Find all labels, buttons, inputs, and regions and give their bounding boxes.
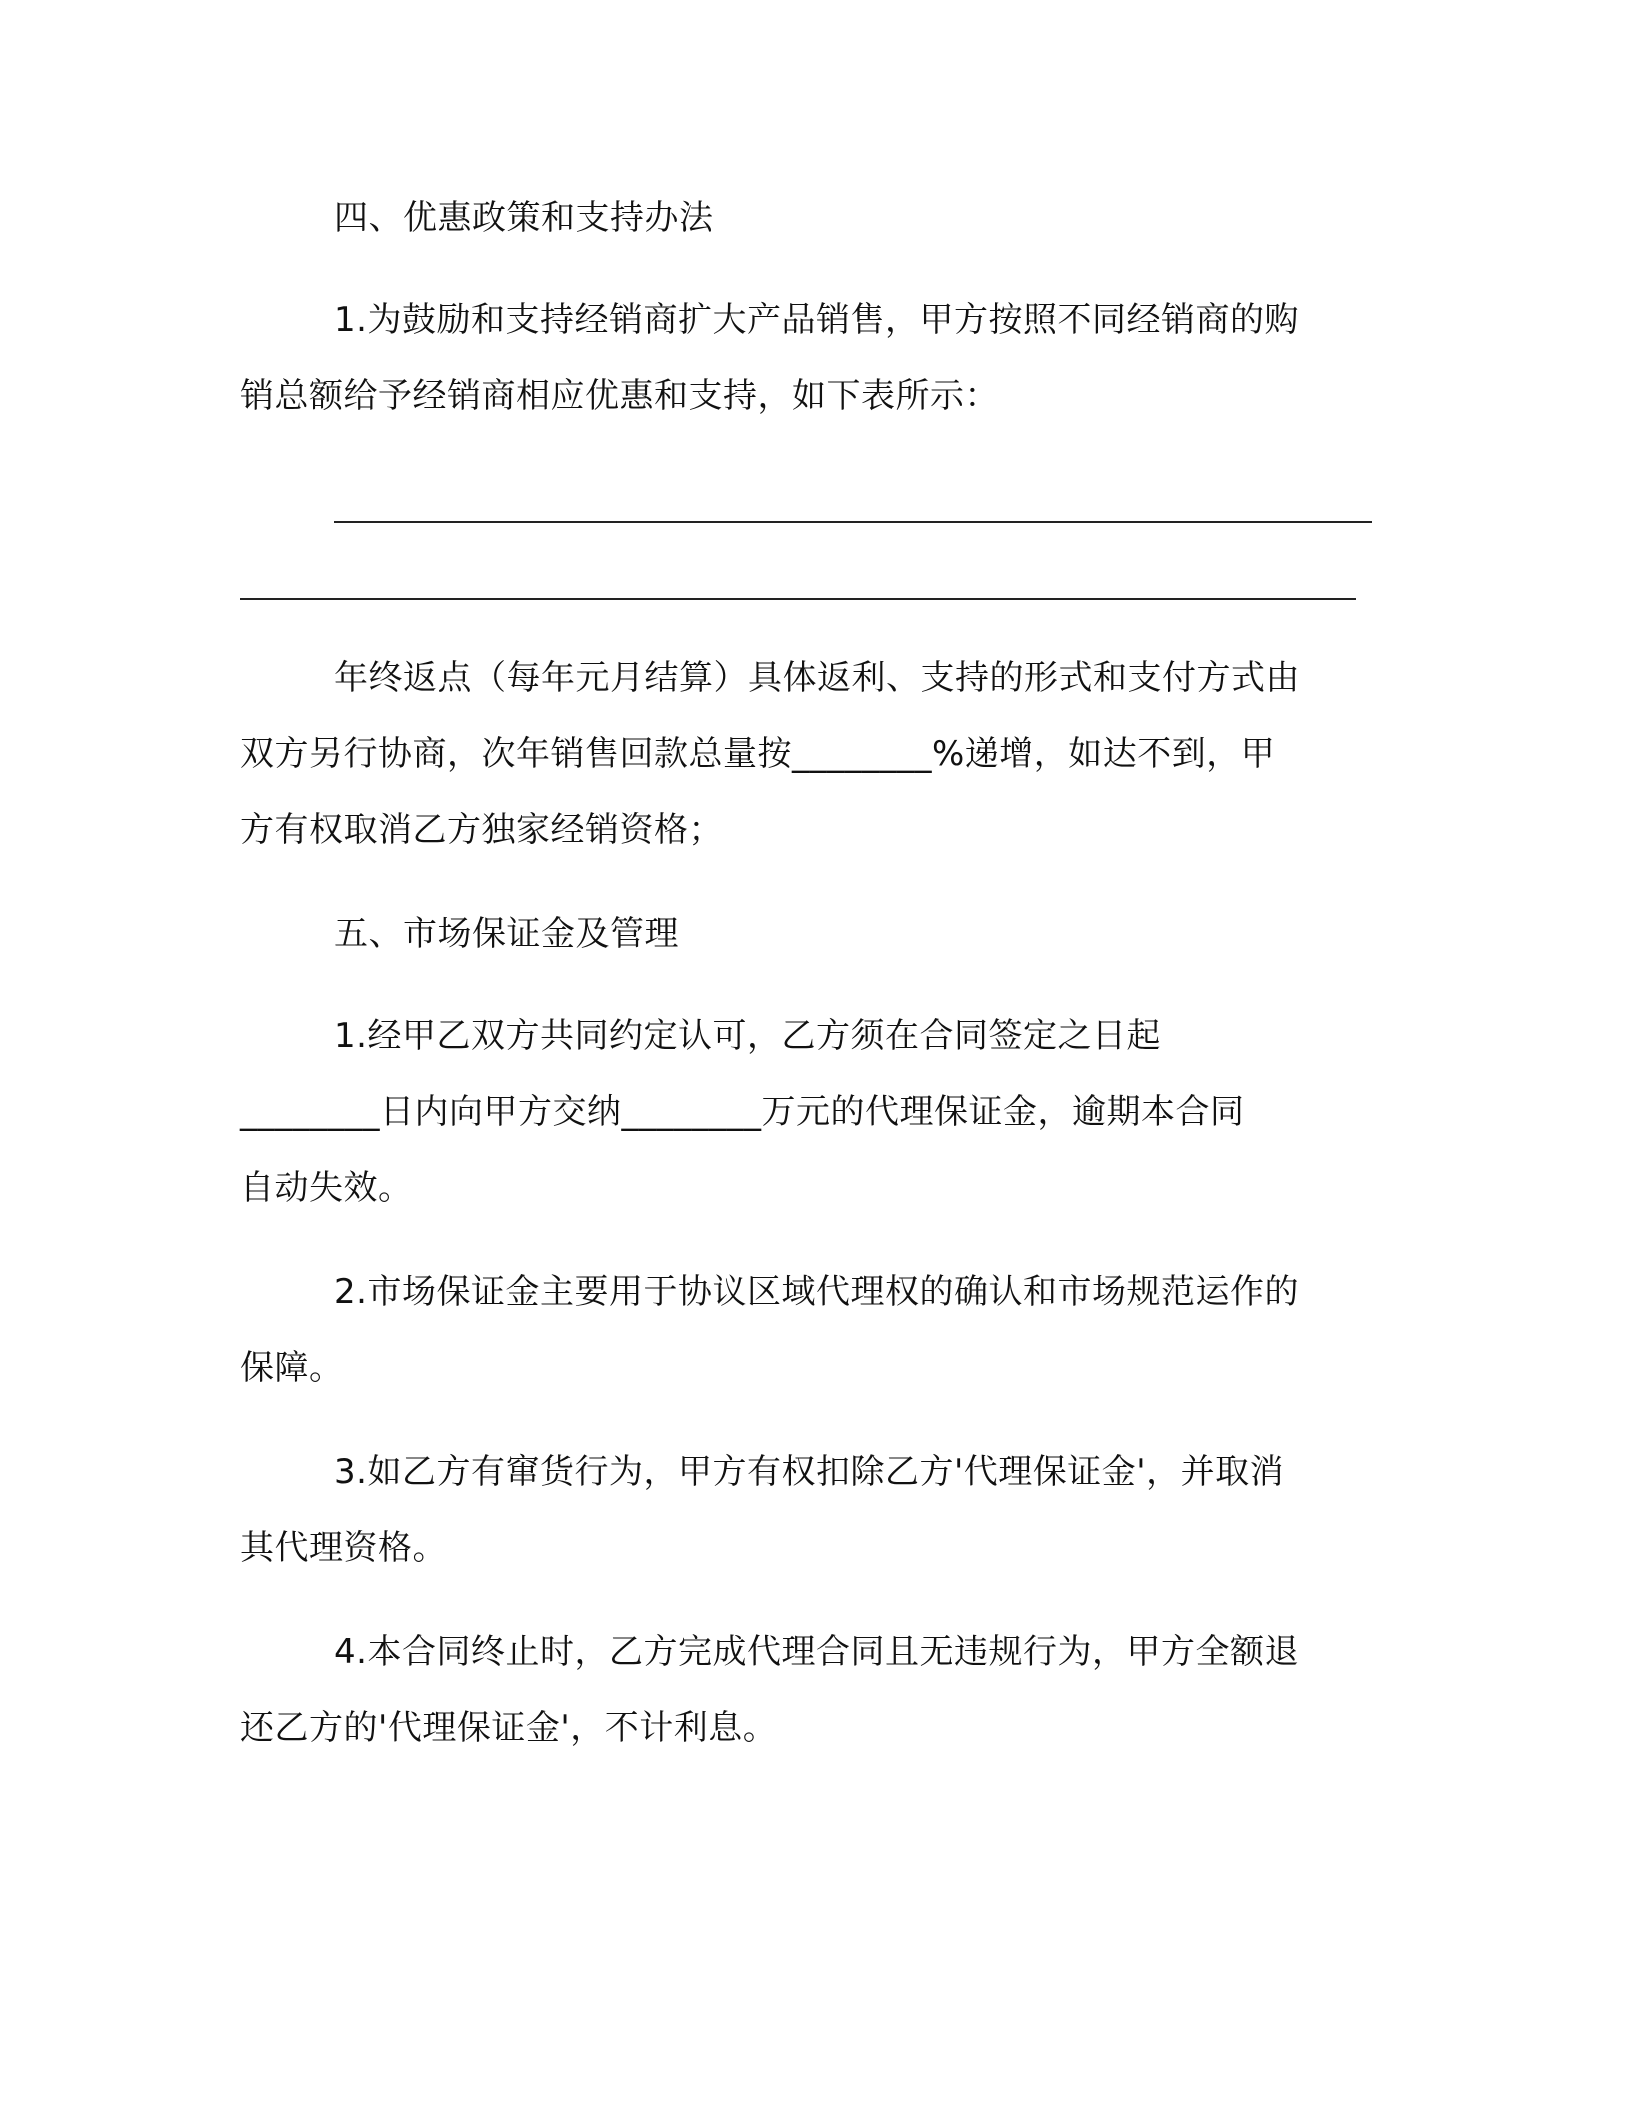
section-5-p1-line1: 1.经甲乙双方共同约定认可，乙方须在合同签定之日起 — [334, 1016, 1161, 1056]
blank-fill-line-1 — [334, 521, 1372, 523]
section-4-p2-line3: 方有权取消乙方独家经销资格； — [240, 810, 723, 850]
section-4-p1-line2: 销总额给予经销商相应优惠和支持，如下表所示： — [240, 376, 999, 416]
section-5-p4-line1: 4.本合同终止时，乙方完成代理合同且无违规行为，甲方全额退 — [334, 1632, 1299, 1672]
section-5-heading: 五、市场保证金及管理 — [334, 914, 679, 954]
section-4-p1-line1: 1.为鼓励和支持经销商扩大产品销售，甲方按照不同经销商的购 — [334, 300, 1299, 340]
section-5-p3-line1: 3.如乙方有窜货行为，甲方有权扣除乙方'代理保证金'，并取消 — [334, 1452, 1285, 1492]
section-5-p2-line1: 2.市场保证金主要用于协议区域代理权的确认和市场规范运作的 — [334, 1272, 1299, 1312]
section-5-p2-line2: 保障。 — [240, 1348, 344, 1388]
section-4-heading: 四、优惠政策和支持办法 — [334, 198, 714, 238]
section-5-p1-line3: 自动失效。 — [240, 1168, 413, 1208]
section-5-p4-line2: 还乙方的'代理保证金'，不计利息。 — [240, 1708, 778, 1748]
section-4-p2-line1: 年终返点（每年元月结算）具体返利、支持的形式和支付方式由 — [334, 658, 1300, 698]
section-5-p3-line2: 其代理资格。 — [240, 1528, 447, 1568]
section-5-p1-line2: ________日内向甲方交纳________万元的代理保证金，逾期本合同 — [240, 1092, 1245, 1132]
blank-fill-line-2 — [240, 598, 1356, 600]
section-4-p2-line2: 双方另行协商，次年销售回款总量按________%递增，如达不到，甲 — [240, 734, 1276, 774]
